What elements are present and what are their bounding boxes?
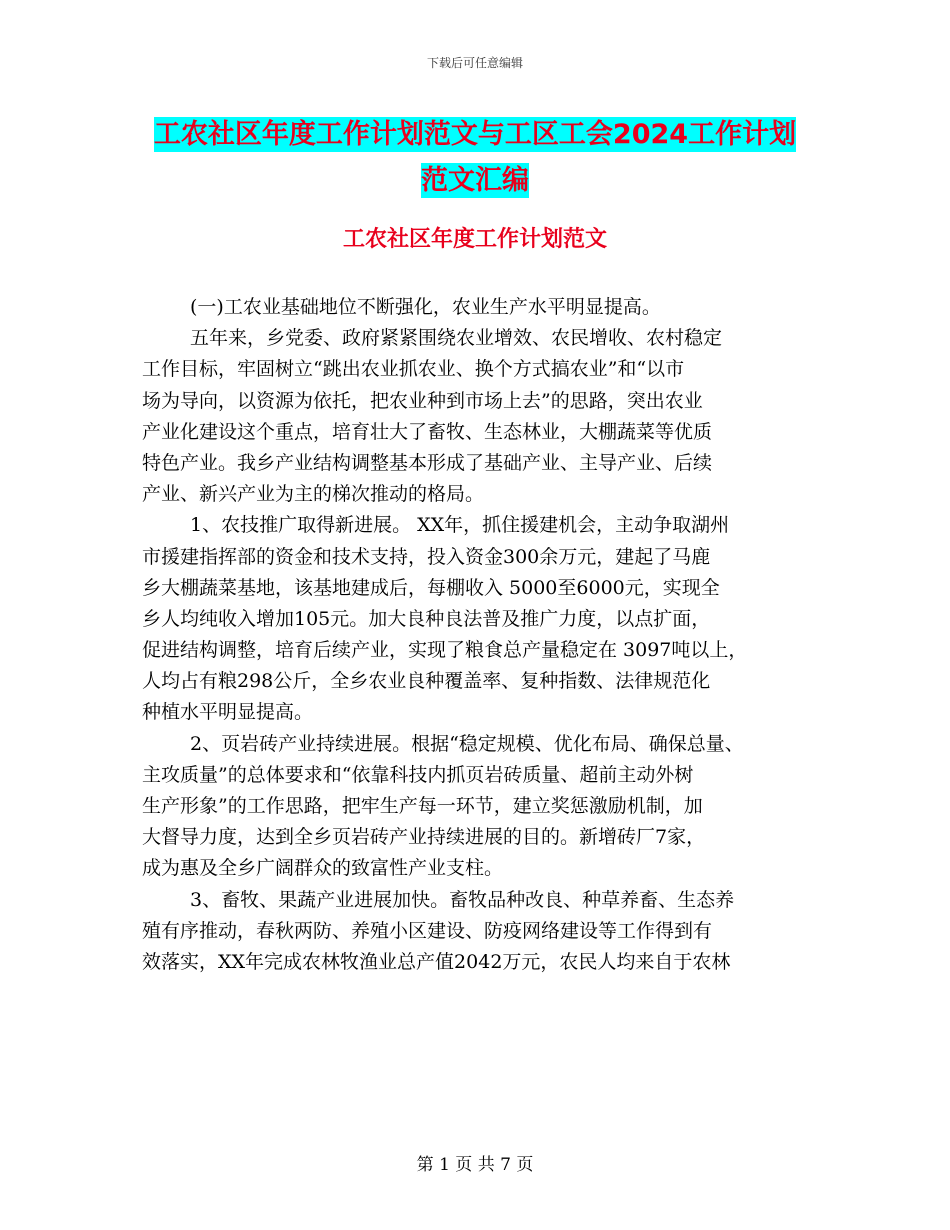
text-line: 2、页岩砖产业持续进展。根据“稳定规模、优化布局、确保总量、 — [190, 732, 744, 755]
text-line: 效落实，XX年完成农林牧渔业总产值2042万元，农民人均来自于农林 — [142, 950, 731, 973]
text-line: 1、农技推广取得新进展。 XX年，抓住援建机会，主动争取湖州 — [190, 514, 730, 537]
paragraph-4 — [142, 729, 832, 885]
text-line: 生产形象”的工作思路，把牢生产每一环节，建立奖惩激励机制，加 — [142, 795, 703, 817]
title-highlight-2: 范文汇编 — [421, 165, 529, 196]
text-line: 成为惠及全乡广阔群众的致富性产业支柱。 — [142, 857, 504, 880]
text-line: 殖有序推动，春秋两防、养殖小区建设、防疫网络建设等工作得到有 — [142, 919, 713, 942]
body-text — [142, 292, 832, 978]
text-line: 种植水平明显提高。 — [142, 701, 314, 724]
text-line: 主攻质量”的总体要求和“依靠科技内抓页岩砖质量、超前主动外树 — [142, 763, 694, 786]
text-line: 乡人均纯收入增加105元。加大良种良法普及推广力度，以点扩面， — [142, 607, 711, 630]
title-highlight-1: 工农社区年度工作计划范文与工区工会2024工作计划 — [153, 119, 797, 150]
text-line: 场为导向，以资源为依托，把农业种到市场上去”的思路，突出农业 — [142, 389, 703, 412]
text-line: 乡大棚蔬菜基地，该基地建成后，每棚收入 5000至6000元，实现全 — [142, 576, 720, 599]
paragraph-5 — [142, 885, 832, 979]
text-line: 人均占有粮298公斤，全乡农业良种覆盖率、复种指数、法律规范化 — [142, 670, 711, 693]
paragraph-1 — [142, 292, 832, 323]
text-line: 3、畜牧、果蔬产业进展加快。畜牧品种改良、种草养畜、生态养 — [190, 888, 735, 911]
page-header-note: 下载后可任意编辑 — [426, 56, 523, 70]
text-line: 产业化建设这个重点，培育壮大了畜牧、生态林业，大棚蔬菜等优质 — [142, 420, 713, 443]
section-title: 工农社区年度工作计划范文 — [342, 227, 607, 252]
text-line: 特色产业。我乡产业结构调整基本形成了基础产业、主导产业、后续 — [142, 451, 713, 474]
text-line: (一)工农业基础地位不断强化，农业生产水平明显提高。 — [190, 296, 661, 318]
paragraph-2 — [142, 323, 832, 510]
text-line: 工作目标，牢固树立“跳出农业抓农业、换个方式搞农业”和“以市 — [142, 358, 685, 381]
text-line: 市援建指挥部的资金和技术支持，投入资金300余万元，建起了马鹿 — [142, 545, 711, 568]
text-line: 产业、新兴产业为主的梯次推动的格局。 — [142, 483, 485, 506]
text-line: 促进结构调整，培育后续产业，实现了粮食总产量稳定在 3097吨以上， — [142, 639, 748, 662]
text-line: 大督导力度，达到全乡页岩砖产业持续进展的目的。新增砖厂7家， — [142, 826, 706, 849]
page-number: 第 1 页 共 7 页 — [416, 1155, 534, 1175]
document-title — [0, 112, 950, 204]
document-title-line-1 — [0, 112, 950, 158]
text-line: 五年来，乡党委、政府紧紧围绕农业增效、农民增收、农村稳定 — [190, 327, 723, 350]
paragraph-3 — [142, 510, 832, 728]
document-title-line-2 — [0, 158, 950, 204]
